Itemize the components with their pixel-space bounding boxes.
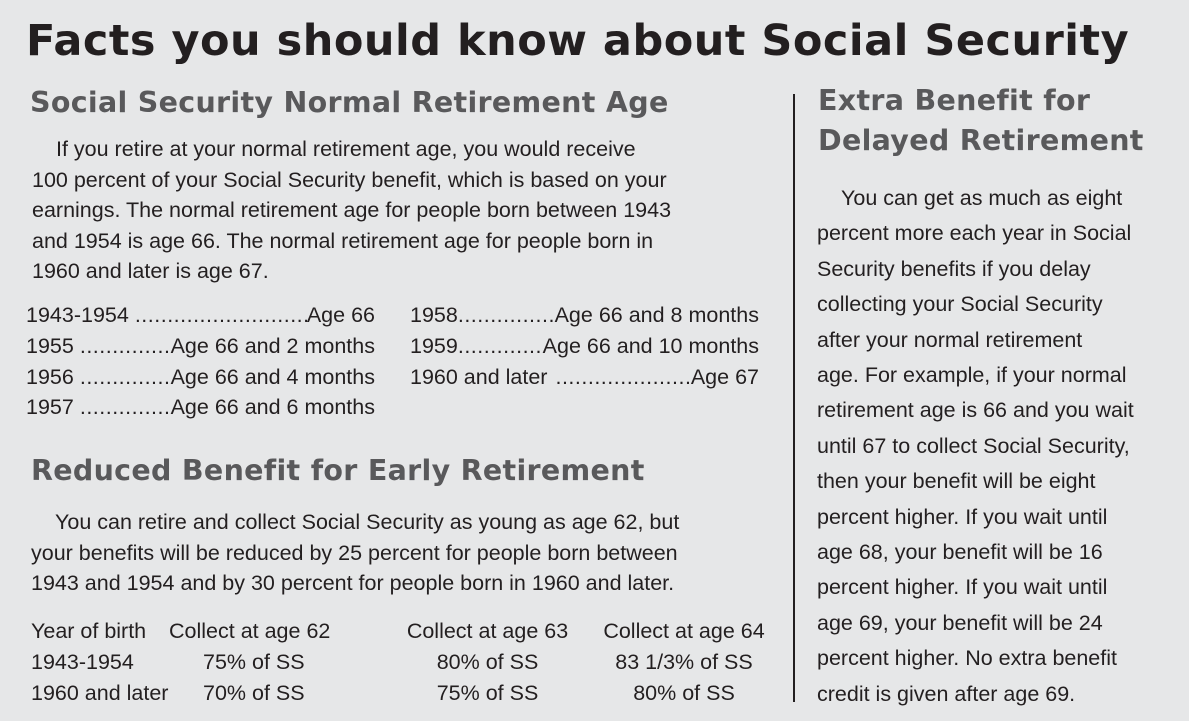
age-row	[26, 331, 375, 362]
paragraph-line: If you retire at your normal retirement age, you would receive	[56, 137, 636, 161]
normal-retirement-heading: Social Security Normal Retirement Age	[30, 86, 669, 119]
column-divider	[793, 94, 795, 702]
paragraph-line: collecting your Social Security	[817, 292, 1103, 317]
age-row	[410, 362, 759, 393]
paragraph-line: retirement age is 66 and you wait	[817, 398, 1134, 423]
table-header-row	[31, 616, 777, 647]
age-row	[26, 300, 375, 331]
early-retirement-paragraph	[31, 507, 679, 599]
retirement-age: Age 67	[690, 364, 759, 389]
paragraph-line: 100 percent of your Social Security benefit, which is based on your	[32, 167, 667, 192]
retirement-age: Age 66 and 8 months	[554, 303, 759, 327]
birth-year: 1959	[410, 333, 458, 358]
paragraph-line: then your benefit will be eight	[817, 469, 1096, 494]
age-row	[410, 331, 759, 362]
birth-year: 1957	[26, 395, 74, 420]
retirement-age: Age 66 and 10 months	[542, 333, 759, 358]
early-retirement-table	[31, 616, 777, 709]
column-header: Year of birth	[31, 619, 147, 643]
age-row	[26, 392, 375, 423]
normal-retirement-paragraph	[32, 134, 671, 287]
table-cell: 83 1/3% of SS	[615, 650, 753, 674]
delayed-retirement-heading-line1: Extra Benefit for	[818, 84, 1091, 117]
retirement-age: Age 66 and 6 months	[170, 395, 375, 420]
paragraph-line: credit is given after age 69.	[817, 681, 1076, 706]
delayed-retirement-paragraph	[817, 181, 1134, 712]
paragraph-line: earnings. The normal retirement age for people born between 1943	[32, 198, 672, 222]
delayed-retirement-heading-line2: Delayed Retirement	[818, 124, 1144, 157]
paragraph-line: percent more each year in Social	[817, 221, 1132, 246]
paragraph-line: age 69, your benefit will be 24	[817, 610, 1103, 635]
retirement-age: Age 66 and 4 months	[170, 364, 375, 389]
table-cell: 1943-1954	[31, 650, 134, 674]
column-header: Collect at age 62	[169, 619, 331, 643]
page-title: Facts you should know about Social Security	[26, 16, 1130, 66]
birth-year: 1955	[26, 333, 74, 358]
retirement-age: Age 66 and 2 months	[170, 333, 375, 358]
age-list-right	[410, 300, 759, 392]
column-header: Collect at age 64	[603, 619, 765, 643]
age-row	[26, 362, 375, 393]
paragraph-line: You can retire and collect Social Security as young as age 62, but	[55, 510, 680, 534]
paragraph-line: You can get as much as eight	[841, 186, 1123, 210]
birth-year: 1943-1954	[26, 303, 129, 327]
early-retirement-heading: Reduced Benefit for Early Retirement	[31, 454, 645, 487]
table-cell: 80% of SS	[633, 681, 735, 705]
paragraph-line: age 68, your benefit will be 16	[817, 540, 1103, 565]
birth-year: 1958	[410, 303, 458, 327]
birth-year: 1960 and later	[410, 364, 548, 389]
age-list-left	[26, 300, 375, 423]
age-row	[410, 300, 759, 331]
paragraph-line: 1960 and later is age 67.	[32, 259, 269, 283]
paragraph-line: Security benefits if you delay	[817, 256, 1091, 281]
table-row	[31, 678, 777, 709]
table-cell: 1960 and later	[31, 681, 169, 705]
table-cell: 75% of SS	[203, 650, 305, 674]
birth-year: 1956	[26, 364, 74, 389]
paragraph-line: your benefits will be reduced by 25 percent for people born between	[31, 540, 678, 565]
column-header: Collect at age 63	[406, 619, 569, 643]
table-cell: 75% of SS	[436, 681, 539, 705]
paragraph-line: age. For example, if your normal	[817, 363, 1127, 388]
retirement-age: Age 66	[306, 303, 375, 327]
paragraph-line: after your normal retirement	[817, 327, 1083, 352]
table-cell: 80% of SS	[436, 650, 539, 674]
table-row	[31, 647, 777, 678]
paragraph-line: 1943 and 1954 and by 30 percent for people born in 1960 and later.	[31, 571, 675, 595]
paragraph-line: percent higher. If you wait until	[817, 575, 1108, 600]
table-cell: 70% of SS	[203, 681, 305, 705]
paragraph-line: until 67 to collect Social Security,	[817, 433, 1130, 458]
paragraph-line: percent higher. If you wait until	[817, 504, 1108, 529]
paragraph-line: percent higher. No extra benefit	[817, 646, 1117, 671]
paragraph-line: and 1954 is age 66. The normal retirement age for people born in	[32, 228, 654, 253]
